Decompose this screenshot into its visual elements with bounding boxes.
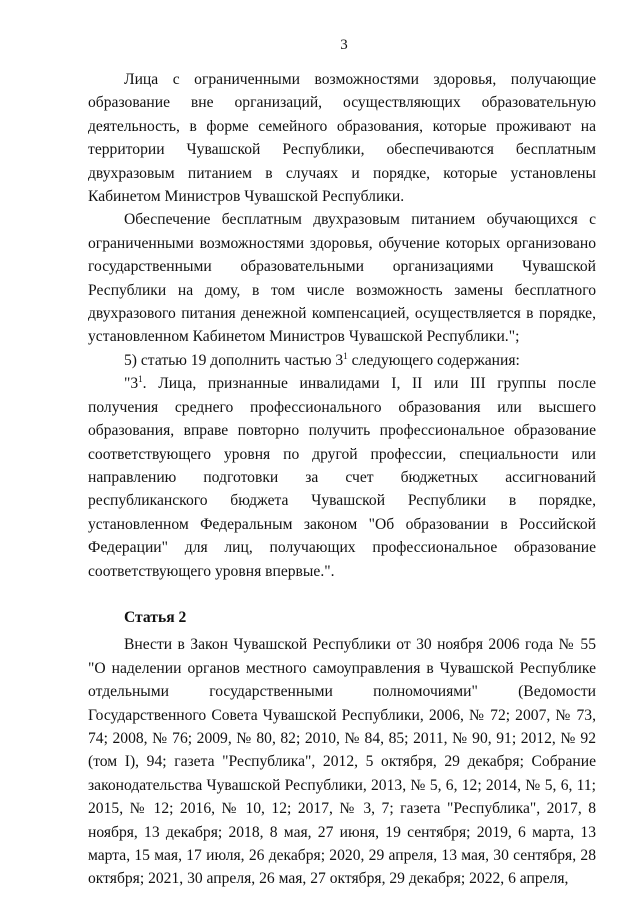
paragraph-home-schooling-meals: Обеспечение бесплатным двухразовым питанием обучающихся с ограниченными возможностями здоровья, обучение которых организовано государственными образовательными организациями Чувашской Республики на дому, в том числе возможность замены бесплатного двухразового питания денежной компенсацией, осуществляется в порядке, установленном Кабинетом Министров Чувашской Республики."; <box>88 211 596 346</box>
part-text: . Лица, признанные инвалидами I, II или III группы после получения среднего профессионального образования или высшего образования, вправе повторно получить профессиональное образование соответствующего уровня по другой профессии, специальности или направлению подготовки за счет бюджетных ассигнований республиканского бюджета Чувашской Республики в порядке, установленном Федеральным законом "Об образовании в Российской Федерации" для лиц, получающих профессиональное образование соответствующего уровня впервые.". <box>88 375 596 580</box>
amendment-intro-tail: следующего содержания: <box>347 351 520 369</box>
paragraph-part-3-1-text <box>88 372 596 583</box>
superscript-one: 1 <box>138 374 143 385</box>
paragraph-amendment-article-19 <box>88 349 596 372</box>
page-number: 3 <box>340 37 348 53</box>
amendment-intro-text: 5) статью 19 дополнить частью 3 <box>124 351 344 369</box>
article-heading: Статья 2 <box>124 608 187 626</box>
superscript-one: 1 <box>343 350 348 361</box>
paragraph-disabled-family-education: Лица с ограниченными возможностями здоровья, получающие образование вне организаций, осуществляющих образовательную деятельность, в форме семейного образования, которые проживают на территории Чувашской Республики, обеспечиваются бесплатным двухразовым питанием в случаях и порядке, которые установлены Кабинетом Министров Чувашской Республики. <box>88 71 596 206</box>
part-number: "3 <box>124 375 139 393</box>
paragraph-article-2-body: Внести в Закон Чувашской Республики от 30 ноября 2006 года № 55 "О наделении органов местного самоуправления в Чувашской Республике отдельными государственными полномочиями" (Ведомости Государственного Совета Чувашской Республики, 2006, № 72; 2007, № 73, 74; 2008, № 76; 2009, № 80, 82; 2010, № 84, 85; 2011, № 90, 91; 2012, № 92 (том I), 94; газета "Республика", 2012, 5 октября, 29 декабря; Собрание законодательства Чувашской Республики, 2013, № 5, 6, 12; 2014, № 5, 6, 11; 2015, № 12; 2016, № 10, 12; 2017, № 3, 7; газета "Республика", 2017, 8 ноября, 13 декабря; 2018, 8 мая, 27 июня, 19 сентября; 2019, 6 марта, 13 марта, 15 мая, 17 июля, 26 декабря; 2020, 29 апреля, 13 мая, 30 сентября, 28 октября; 2021, 30 апреля, 26 мая, 27 октября, 29 декабря; 2022, 6 апреля, <box>88 636 596 888</box>
